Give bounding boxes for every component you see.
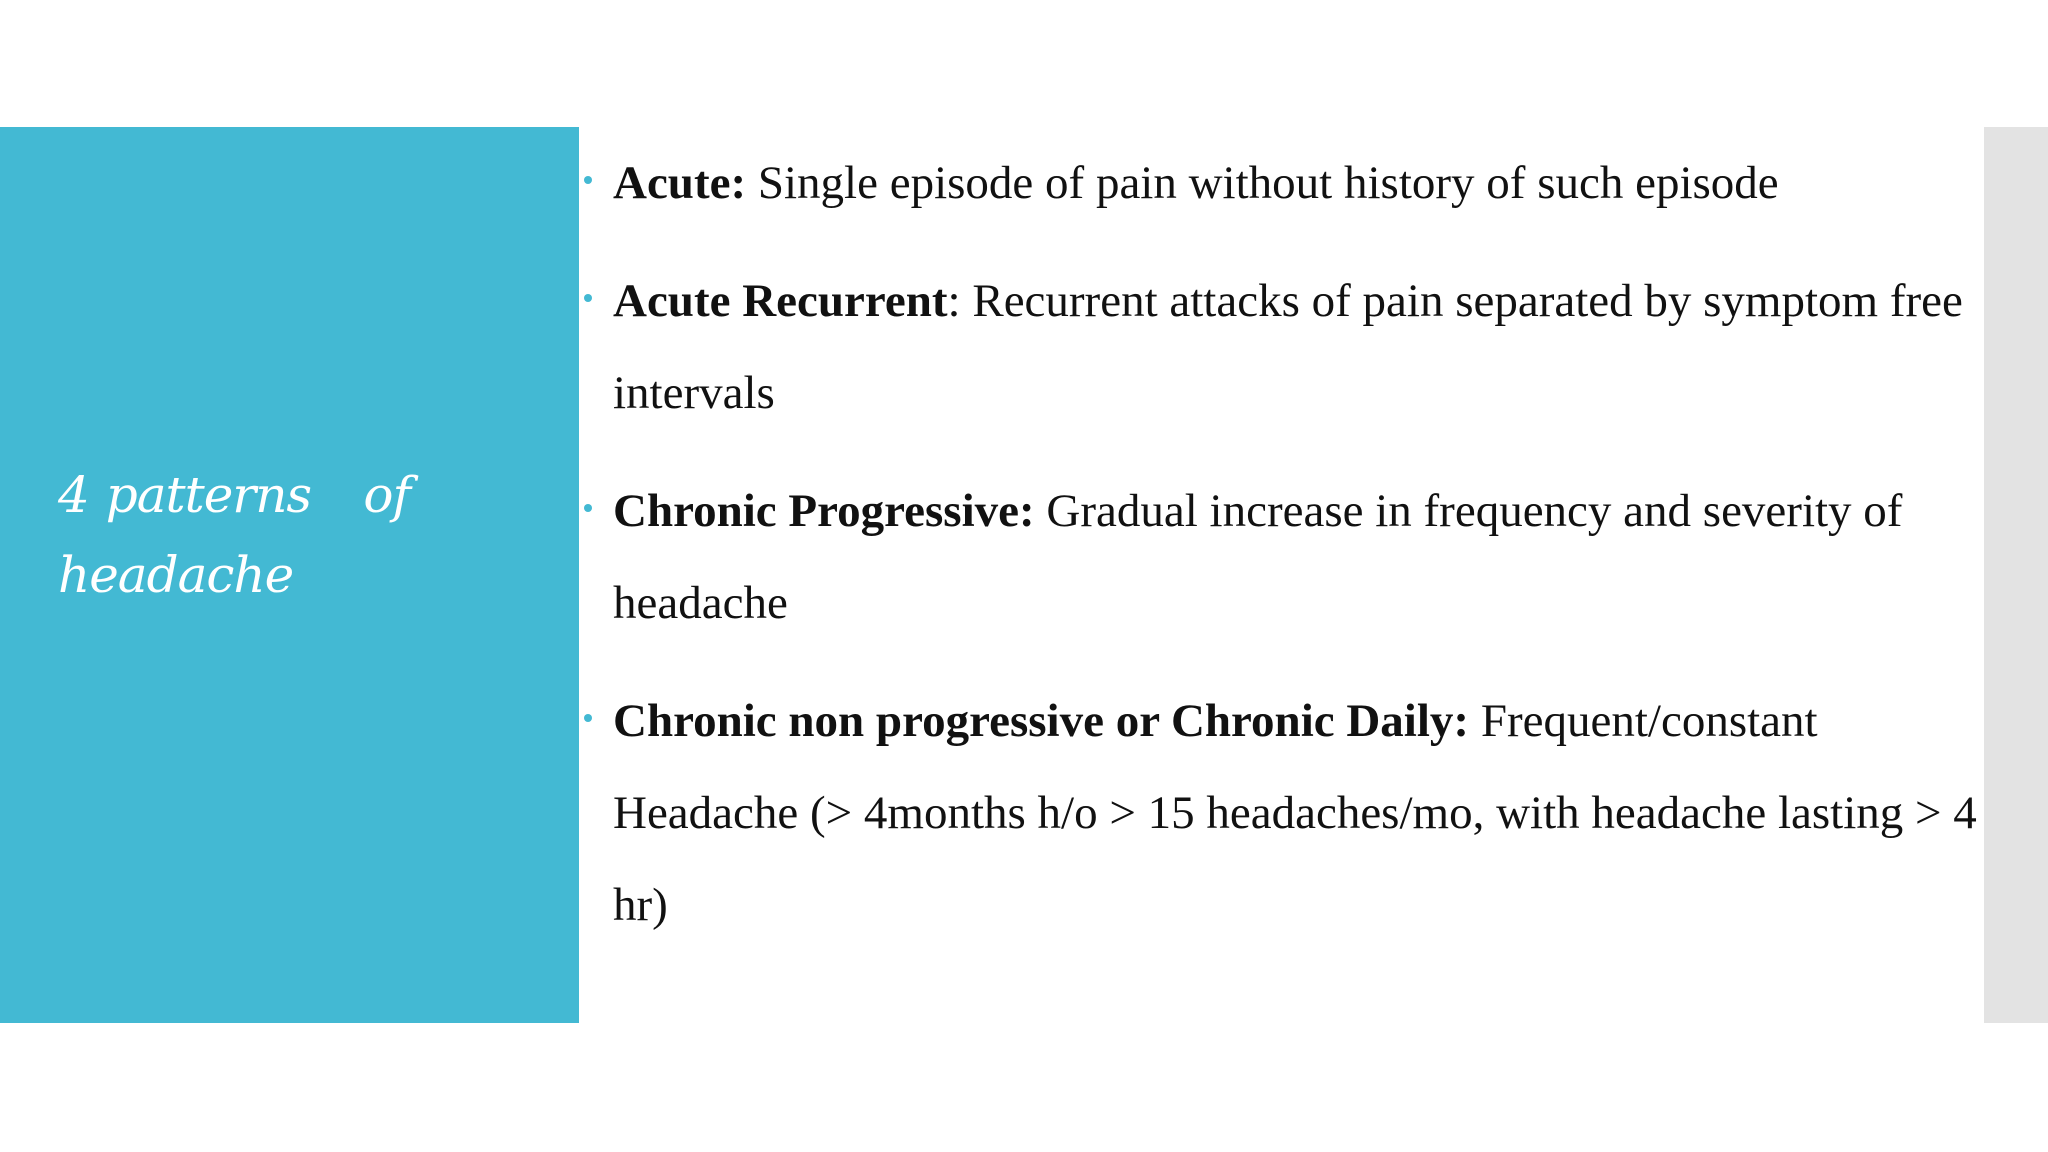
title-line1-right: of bbox=[363, 466, 410, 524]
bullet-term: Acute: bbox=[613, 157, 747, 209]
bullet-term: Chronic Progressive: bbox=[613, 485, 1035, 537]
bullet-list bbox=[580, 137, 2000, 977]
bullet-dot-icon bbox=[584, 504, 592, 512]
slide-title bbox=[58, 455, 488, 615]
title-line1-left: 4 patterns bbox=[58, 466, 312, 524]
title-line-1 bbox=[58, 455, 410, 535]
bullet-description: Frequent/constant Headache (> 4months h/o > 15 headaches/mo, with headache lasting > 4 hr) bbox=[613, 695, 1977, 931]
bullet-item-acute bbox=[580, 137, 2000, 229]
bullet-dot-icon bbox=[584, 176, 592, 184]
bullet-item-acute-recurrent bbox=[580, 255, 2000, 439]
bullet-description: : Recurrent attacks of pain separated by symptom free intervals bbox=[613, 275, 1963, 419]
bullet-term: Chronic non progressive or Chronic Daily: bbox=[613, 695, 1470, 747]
bullet-description: Single episode of pain without history of such episode bbox=[746, 157, 1779, 209]
bullet-term: Acute Recurrent bbox=[613, 275, 948, 327]
bullet-item-chronic-progressive bbox=[580, 465, 2000, 649]
bullet-dot-icon bbox=[584, 294, 592, 302]
bullet-description: Gradual increase in frequency and severity of headache bbox=[613, 485, 1903, 629]
bullet-item-chronic-daily bbox=[580, 675, 2000, 951]
bullet-dot-icon bbox=[584, 714, 592, 722]
title-line-2: headache bbox=[58, 546, 294, 604]
